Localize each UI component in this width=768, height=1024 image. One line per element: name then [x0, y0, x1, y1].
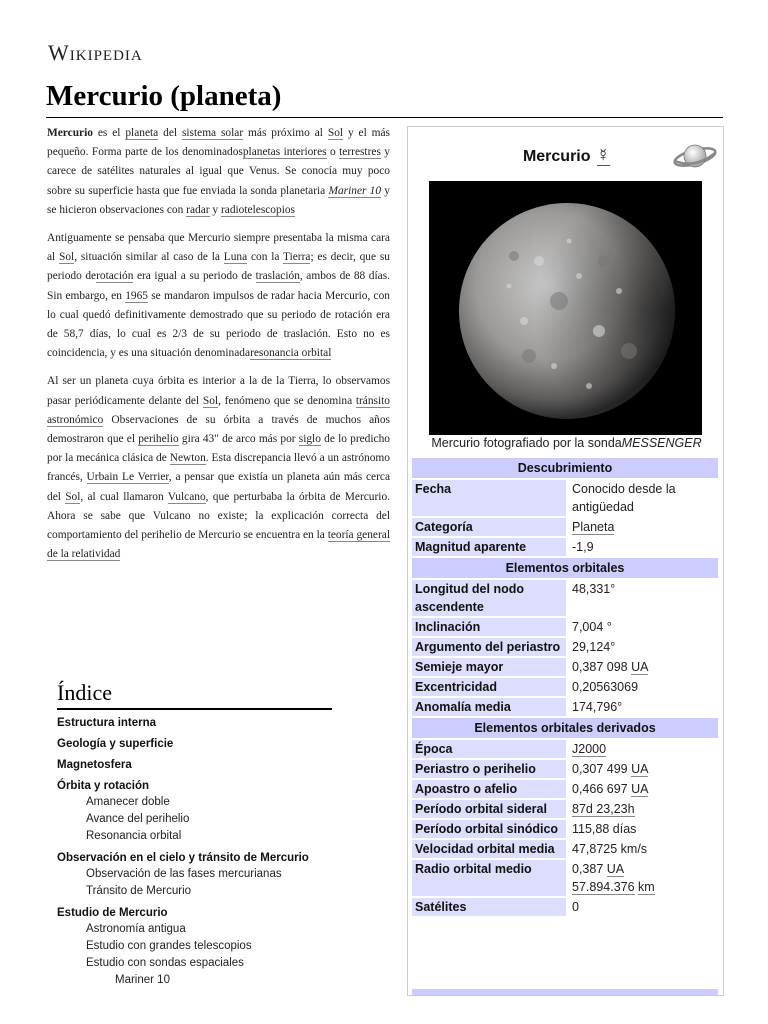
infobox-row	[412, 518, 718, 536]
article-text: es el	[92, 127, 126, 139]
infobox-value: 47,8725 km/s	[572, 842, 648, 856]
article-text: Observaciones de su órbita a través de muchos años demostraron que el	[47, 413, 390, 446]
article-text: , situación similar al caso de la	[74, 251, 224, 264]
infobox-key: Inclinación	[412, 618, 566, 636]
article-text: y el más pequeño. Forma parte de los denominados	[47, 127, 390, 159]
toc-item[interactable]: Órbita y rotación	[57, 780, 150, 792]
article-link[interactable]: Sol	[327, 127, 344, 139]
article-link[interactable]: Vulcano	[167, 490, 206, 503]
toc-item[interactable]: Mariner 10	[115, 974, 170, 986]
article-text: se mandaron impulsos de radar hacia Mercurio, con lo cual quedó definitivamente demostrado que su periodo de rotación era de 58,7 días, lo cual es 2/3 de su periodo de traslación. Esto no es coincidencia, y es una situación denominada	[47, 289, 390, 360]
mercury-photo[interactable]	[429, 181, 702, 435]
toc-item[interactable]: Observación de las fases mercurianas	[86, 868, 282, 880]
infobox-key: Periastro o perihelio	[412, 760, 566, 778]
infobox-row	[412, 800, 718, 818]
paragraph-intro	[47, 124, 390, 220]
infobox-key: Excentricidad	[412, 678, 566, 696]
infobox-value: 0,387 098	[572, 660, 628, 674]
infobox-row	[412, 480, 718, 516]
unit-link[interactable]: UA	[606, 862, 625, 876]
section-header-label: Elementos orbitales derivados	[412, 718, 718, 738]
infobox-title-text: Mercurio	[522, 148, 591, 165]
infobox-value: 48,331°	[572, 582, 616, 596]
article-text: Al ser un planeta cuya órbita es interior a la de la Tierra, lo observamos pasar periódicamente delante del	[47, 375, 390, 407]
infobox-value: Conocido desde la antigüedad	[572, 482, 676, 514]
article-text: más próximo al	[243, 127, 328, 139]
unit-link[interactable]: UA	[631, 762, 649, 776]
article-text: o	[326, 146, 340, 159]
article-link[interactable]: radiotelescopios	[220, 203, 295, 216]
unit-link[interactable]: UA	[631, 782, 649, 796]
article-link[interactable]: Tierra	[283, 251, 311, 264]
infobox-value-cell	[566, 698, 718, 716]
infobox-key: Época	[412, 740, 566, 758]
infobox-row	[412, 820, 718, 838]
title-divider	[46, 117, 723, 118]
infobox-value-link[interactable]: Planeta	[572, 520, 615, 534]
page-title: Mercurio (planeta)	[46, 80, 282, 112]
infobox-value-cell	[566, 740, 718, 758]
infobox-value-cell	[566, 800, 718, 818]
section-header-label: Descubrimiento	[412, 458, 718, 478]
infobox-row	[412, 898, 718, 916]
unit-link[interactable]: km	[638, 880, 655, 894]
infobox-section-header	[412, 458, 718, 478]
infobox-value: 7,004 °	[572, 620, 612, 634]
article-text: . Esta discrepancia llevó a un astrónomo francés,	[47, 452, 390, 484]
toc-title: Índice	[57, 680, 112, 705]
article-link[interactable]: sistema solar	[181, 127, 244, 139]
infobox-value-cell	[566, 760, 718, 778]
infobox-value: 174,796°	[572, 700, 623, 714]
article-text: y se hicieron observaciones con	[47, 184, 390, 216]
infobox-key: Anomalía media	[412, 698, 566, 716]
infobox-section-header	[412, 558, 718, 578]
infobox-value: 29,124°	[572, 640, 616, 654]
article-link[interactable]: Mariner 10	[328, 184, 382, 197]
infobox-row	[412, 698, 718, 716]
article-text: ; es decir, que su periodo de	[47, 251, 390, 283]
infobox-row	[412, 740, 718, 758]
infobox-key: Período orbital sideral	[412, 800, 566, 818]
photo-caption	[408, 436, 724, 450]
section-header-label: Elementos orbitales	[412, 558, 718, 578]
infobox-value-cell	[566, 480, 718, 516]
infobox-row	[412, 678, 718, 696]
planet-ringed-icon	[672, 139, 718, 173]
infobox-key: Semieje mayor	[412, 658, 566, 676]
article-text: gira 43" de arco más por	[178, 433, 299, 446]
article-link[interactable]: teoría general de la relatividad	[47, 529, 390, 561]
article-link[interactable]: rotación	[96, 270, 134, 283]
paragraph-orbit	[47, 372, 390, 564]
article-text: con la	[247, 251, 284, 264]
article-text: era igual a su periodo de	[133, 270, 256, 283]
infobox-value-cell	[566, 780, 718, 798]
infobox-value: 0,387	[572, 862, 604, 876]
infobox-value-cell	[566, 618, 718, 636]
article-text: , al cual llamaron	[80, 490, 168, 503]
infobox-value: -1,9	[572, 540, 594, 554]
article-text: Antiguamente se pensaba que Mercurio siempre presentaba la misma cara al	[47, 232, 390, 264]
infobox	[407, 126, 724, 996]
article-body	[47, 124, 390, 573]
toc-list	[57, 716, 337, 989]
toc-item[interactable]: Estudio de Mercurio	[57, 907, 168, 919]
infobox-value-cell	[566, 580, 718, 616]
article-link[interactable]: radar	[186, 203, 210, 216]
article-link[interactable]: terrestres	[339, 146, 381, 159]
infobox-value: 0,466 697	[572, 782, 628, 796]
infobox-key: Categoría	[412, 518, 566, 536]
article-link[interactable]: Urbain Le Verrier	[86, 471, 169, 484]
infobox-value-cell	[566, 860, 718, 896]
infobox-key: Satélites	[412, 898, 566, 916]
article-link[interactable]: Sol	[59, 251, 75, 264]
infobox-row	[412, 580, 718, 616]
infobox-row	[412, 760, 718, 778]
infobox-key: Apoastro o afelio	[412, 780, 566, 798]
article-link[interactable]: perihelio	[138, 433, 179, 446]
infobox-value-cell	[566, 658, 718, 676]
toc-item[interactable]: Amanecer doble	[86, 796, 170, 808]
article-link[interactable]: traslación	[255, 270, 300, 283]
infobox-value: 115,88 días	[572, 822, 637, 836]
infobox-section-header	[412, 718, 718, 738]
article-text: del	[158, 127, 182, 139]
infobox-section-band	[412, 989, 718, 995]
infobox-value-cell	[566, 678, 718, 696]
article-link[interactable]: Sol	[202, 394, 219, 407]
infobox-value-cell	[566, 820, 718, 838]
mercury-symbol-icon[interactable]: ☿	[596, 145, 611, 165]
infobox-value-cell	[566, 518, 718, 536]
infobox-row	[412, 638, 718, 656]
toc-item[interactable]: Estudio con grandes telescopios	[86, 940, 252, 952]
infobox-value: 0,20563069	[572, 680, 639, 694]
infobox-key: Argumento del periastro	[412, 638, 566, 656]
infobox-value-cell	[566, 538, 718, 556]
toc-divider	[57, 708, 332, 710]
paragraph-rotation	[47, 229, 390, 363]
article-link[interactable]: Newton	[169, 452, 206, 465]
infobox-row	[412, 658, 718, 676]
infobox-row	[412, 780, 718, 798]
table-of-contents	[57, 680, 337, 989]
toc-item[interactable]: Resonancia orbital	[86, 830, 182, 842]
infobox-row	[412, 840, 718, 858]
article-link[interactable]: resonancia orbital	[250, 347, 332, 360]
infobox-key: Radio orbital medio	[412, 860, 566, 896]
caption-probe-link[interactable]: MESSENGER	[621, 436, 702, 450]
infobox-key: Magnitud aparente	[412, 538, 566, 556]
article-text: de lo predicho por la mecánica clásica de	[47, 433, 390, 465]
infobox-row	[412, 538, 718, 556]
article-text: , a pensar que existía un planeta aún más cerca del	[47, 471, 391, 503]
infobox-key: Período orbital sinódico	[412, 820, 566, 838]
infobox-value: 0	[572, 900, 579, 914]
infobox-row	[412, 618, 718, 636]
article-link[interactable]: 1965	[125, 289, 148, 302]
infobox-value-link[interactable]: J2000	[572, 742, 607, 756]
infobox-value-link[interactable]: 57.894.376	[572, 880, 635, 894]
wikipedia-logo[interactable]: Wikipedia	[48, 40, 143, 65]
article-text: y carece de satélites naturales al igual que Venus. Se conocía muy poco sobre su superficie hasta que fue enviada la sonda planetaria	[47, 146, 391, 197]
toc-item[interactable]: Tránsito de Mercurio	[86, 885, 192, 897]
toc-item[interactable]: Estructura interna	[57, 717, 157, 729]
infobox-value-cell	[566, 898, 718, 916]
article-text: , que perturbaba la órbita de Mercurio. Ahora se sabe que Vulcano no existe; la explicación correcta del comportamiento del perihelio de Mercurio se encuentra en la	[47, 490, 391, 542]
toc-item[interactable]: Geología y superficie	[57, 738, 174, 750]
infobox-value: 0,307 499	[572, 762, 628, 776]
toc-item[interactable]: Magnetosfera	[57, 759, 132, 771]
article-link[interactable]: tránsito astronómico	[47, 394, 390, 426]
article-link[interactable]: Luna	[223, 251, 248, 264]
article-link[interactable]: Sol	[65, 490, 81, 503]
infobox-table	[412, 456, 718, 918]
infobox-key: Fecha	[412, 480, 566, 516]
toc-item[interactable]: Avance del perihelio	[86, 813, 190, 825]
article-text: y	[209, 203, 221, 216]
article-link[interactable]: planetas interiores	[242, 146, 327, 159]
infobox-key: Longitud del nodo ascendente	[412, 580, 566, 616]
infobox-row	[412, 860, 718, 896]
infobox-value-link[interactable]: 87d 23,23h	[572, 802, 635, 816]
article-text: , ambos de 88 días. Sin embargo, en	[47, 270, 390, 302]
article-subject: Mercurio	[47, 127, 93, 139]
infobox-value-cell	[566, 638, 718, 656]
unit-link[interactable]: UA	[631, 660, 649, 674]
toc-item[interactable]: Estudio con sondas espaciales	[86, 957, 244, 969]
caption-text: Mercurio fotografiado por la sonda	[431, 436, 622, 450]
infobox-value-cell	[566, 840, 718, 858]
toc-item[interactable]: Astronomía antigua	[86, 923, 186, 935]
infobox-key: Velocidad orbital media	[412, 840, 566, 858]
article-link[interactable]: planeta	[125, 127, 159, 139]
article-link[interactable]: siglo	[298, 433, 321, 446]
article-text: , fenómeno que se denomina	[218, 394, 356, 407]
toc-item[interactable]: Observación en el cielo y tránsito de Mercurio	[57, 852, 309, 864]
